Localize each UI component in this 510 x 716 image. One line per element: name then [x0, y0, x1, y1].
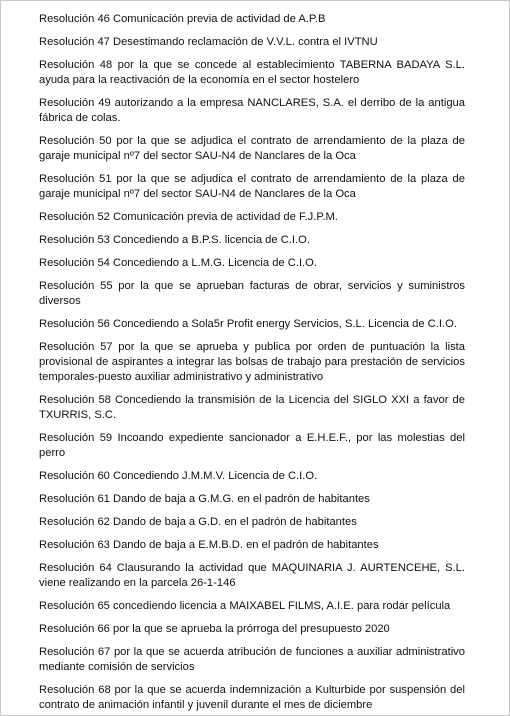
resolution-list: [39, 12, 465, 716]
list-item: Resolución 51 por la que se adjudica el contrato de arrendamiento de la plaza de garaje municipal nº7 del sector SAU-N4 de Nanclares de la Oca: [39, 173, 465, 200]
list-item: Resolución 52 Comunicación previa de actividad de F.J.P.M.: [39, 211, 338, 223]
list-item: Resolución 67 por la que se acuerda atribución de funciones a auxiliar administrativo mediante comisión de servicios: [39, 646, 465, 673]
list-item: Resolución 53 Concediendo a B.P.S. licencia de C.I.O.: [39, 234, 310, 246]
list-item: Resolución 61 Dando de baja a G.M.G. en el padrón de habitantes: [39, 493, 370, 505]
list-item: Resolución 47 Desestimando reclamación de V.V.L. contra el IVTNU: [39, 36, 378, 48]
list-item: Resolución 54 Concediendo a L.M.G. Licencia de C.I.O.: [39, 257, 317, 269]
list-item: Resolución 59 Incoando expediente sancionador a E.H.E.F., por las molestias del perro: [39, 432, 465, 459]
list-item: Resolución 66 por la que se aprueba la prórroga del presupuesto 2020: [39, 623, 390, 635]
list-item: Resolución 65 concediendo licencia a MAIXABEL FILMS, A.I.E. para rodar película: [39, 600, 451, 612]
list-item: Resolución 48 por la que se concede al establecimiento TABERNA BADAYA S.L. ayuda para la reactivación de la economía en el sector hostelero: [39, 59, 465, 86]
list-item: Resolución 58 Concediendo la transmisión de la Licencia del SIGLO XXI a favor de TXURRIS, S.C.: [39, 394, 465, 421]
list-item: Resolución 56 Concediendo a Sola5r Profit energy Servicios, S.L. Licencia de C.I.O.: [39, 318, 457, 330]
list-item: Resolución 62 Dando de baja a G.D. en el padrón de habitantes: [39, 516, 357, 528]
list-item: Resolución 55 por la que se aprueban facturas de obrar, servicios y suministros diversos: [39, 280, 465, 307]
list-item: Resolución 46 Comunicación previa de actividad de A.P.B: [39, 13, 326, 25]
list-item: Resolución 49 autorizando a la empresa NANCLARES, S.A. el derribo de la antigua fábrica de colas.: [39, 97, 465, 124]
list-item: Resolución 50 por la que se adjudica el contrato de arrendamiento de la plaza de garaje municipal nº7 del sector SAU-N4 de Nanclares de la Oca: [39, 135, 465, 162]
list-item: Resolución 63 Dando de baja a E.M.B.D. en el padrón de habitantes: [39, 539, 379, 551]
list-item: Resolución 60 Concediendo J.M.M.V. Licencia de C.I.O.: [39, 470, 318, 482]
list-item: Resolución 64 Clausurando la actividad que MAQUINARIA J. AURTENCEHE, S.L. viene realizando en la parcela 26-1-146: [39, 562, 465, 589]
list-item: Resolución 57 por la que se aprueba y publica por orden de puntuación la lista provisional de aspirantes a integrar las bolsas de trabajo para prestación de servicios temporales-puesto auxiliar administrativo y administrativo: [39, 341, 465, 383]
list-item: Resolución 68 por la que se acuerda indemnización a Kulturbide por suspensión del contrato de animación infantil y juvenil durante el mes de diciembre: [39, 684, 465, 711]
